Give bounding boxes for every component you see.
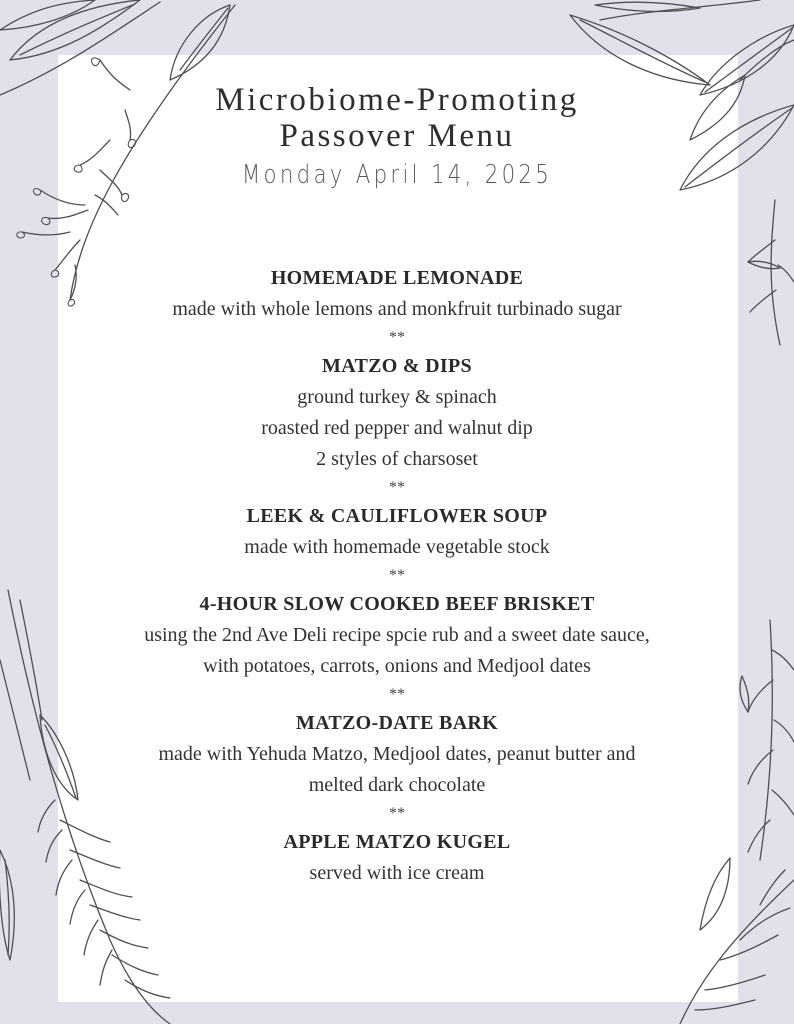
course-description: roasted red pepper and walnut dip <box>261 417 533 439</box>
menu-list <box>0 263 794 889</box>
course-description: served with ice cream <box>309 862 485 884</box>
course-heading: APPLE MATZO KUGEL <box>283 831 511 853</box>
course-heading: MATZO-DATE BARK <box>295 712 499 734</box>
course-brisket <box>0 589 794 682</box>
course-soup <box>0 501 794 563</box>
course-description: using the 2nd Ave Deli recipe spcie rub and a sweet date sauce, <box>144 624 650 646</box>
course-kugel <box>0 827 794 889</box>
separator: ** <box>389 479 405 496</box>
course-description: 2 styles of charsoset <box>316 448 478 470</box>
course-bark <box>0 708 794 801</box>
course-heading: HOMEMADE LEMONADE <box>270 267 524 289</box>
course-heading: LEEK & CAULIFLOWER SOUP <box>246 505 548 527</box>
course-description: ground turkey & spinach <box>297 386 497 408</box>
course-description: made with Yehuda Matzo, Medjool dates, peanut butter and <box>158 743 636 765</box>
course-description: made with homemade vegetable stock <box>244 536 550 558</box>
course-description: melted dark chocolate <box>308 774 486 796</box>
course-description: with potatoes, carrots, onions and Medjool dates <box>203 655 591 677</box>
separator: ** <box>389 686 405 703</box>
page-title <box>0 82 794 154</box>
separator: ** <box>389 805 405 822</box>
title-line-2: Passover Menu <box>279 118 515 154</box>
course-heading: MATZO & DIPS <box>322 355 472 377</box>
separator: ** <box>389 567 405 584</box>
course-heading: 4-HOUR SLOW COOKED BEEF BRISKET <box>199 593 595 615</box>
title-line-1: Microbiome-Promoting <box>215 82 579 118</box>
course-lemonade <box>0 263 794 325</box>
course-matzo-dips <box>0 351 794 475</box>
course-description: made with whole lemons and monkfruit turbinado sugar <box>172 298 622 320</box>
event-date: Monday April 14, 2025 <box>241 160 553 190</box>
separator: ** <box>389 329 405 346</box>
